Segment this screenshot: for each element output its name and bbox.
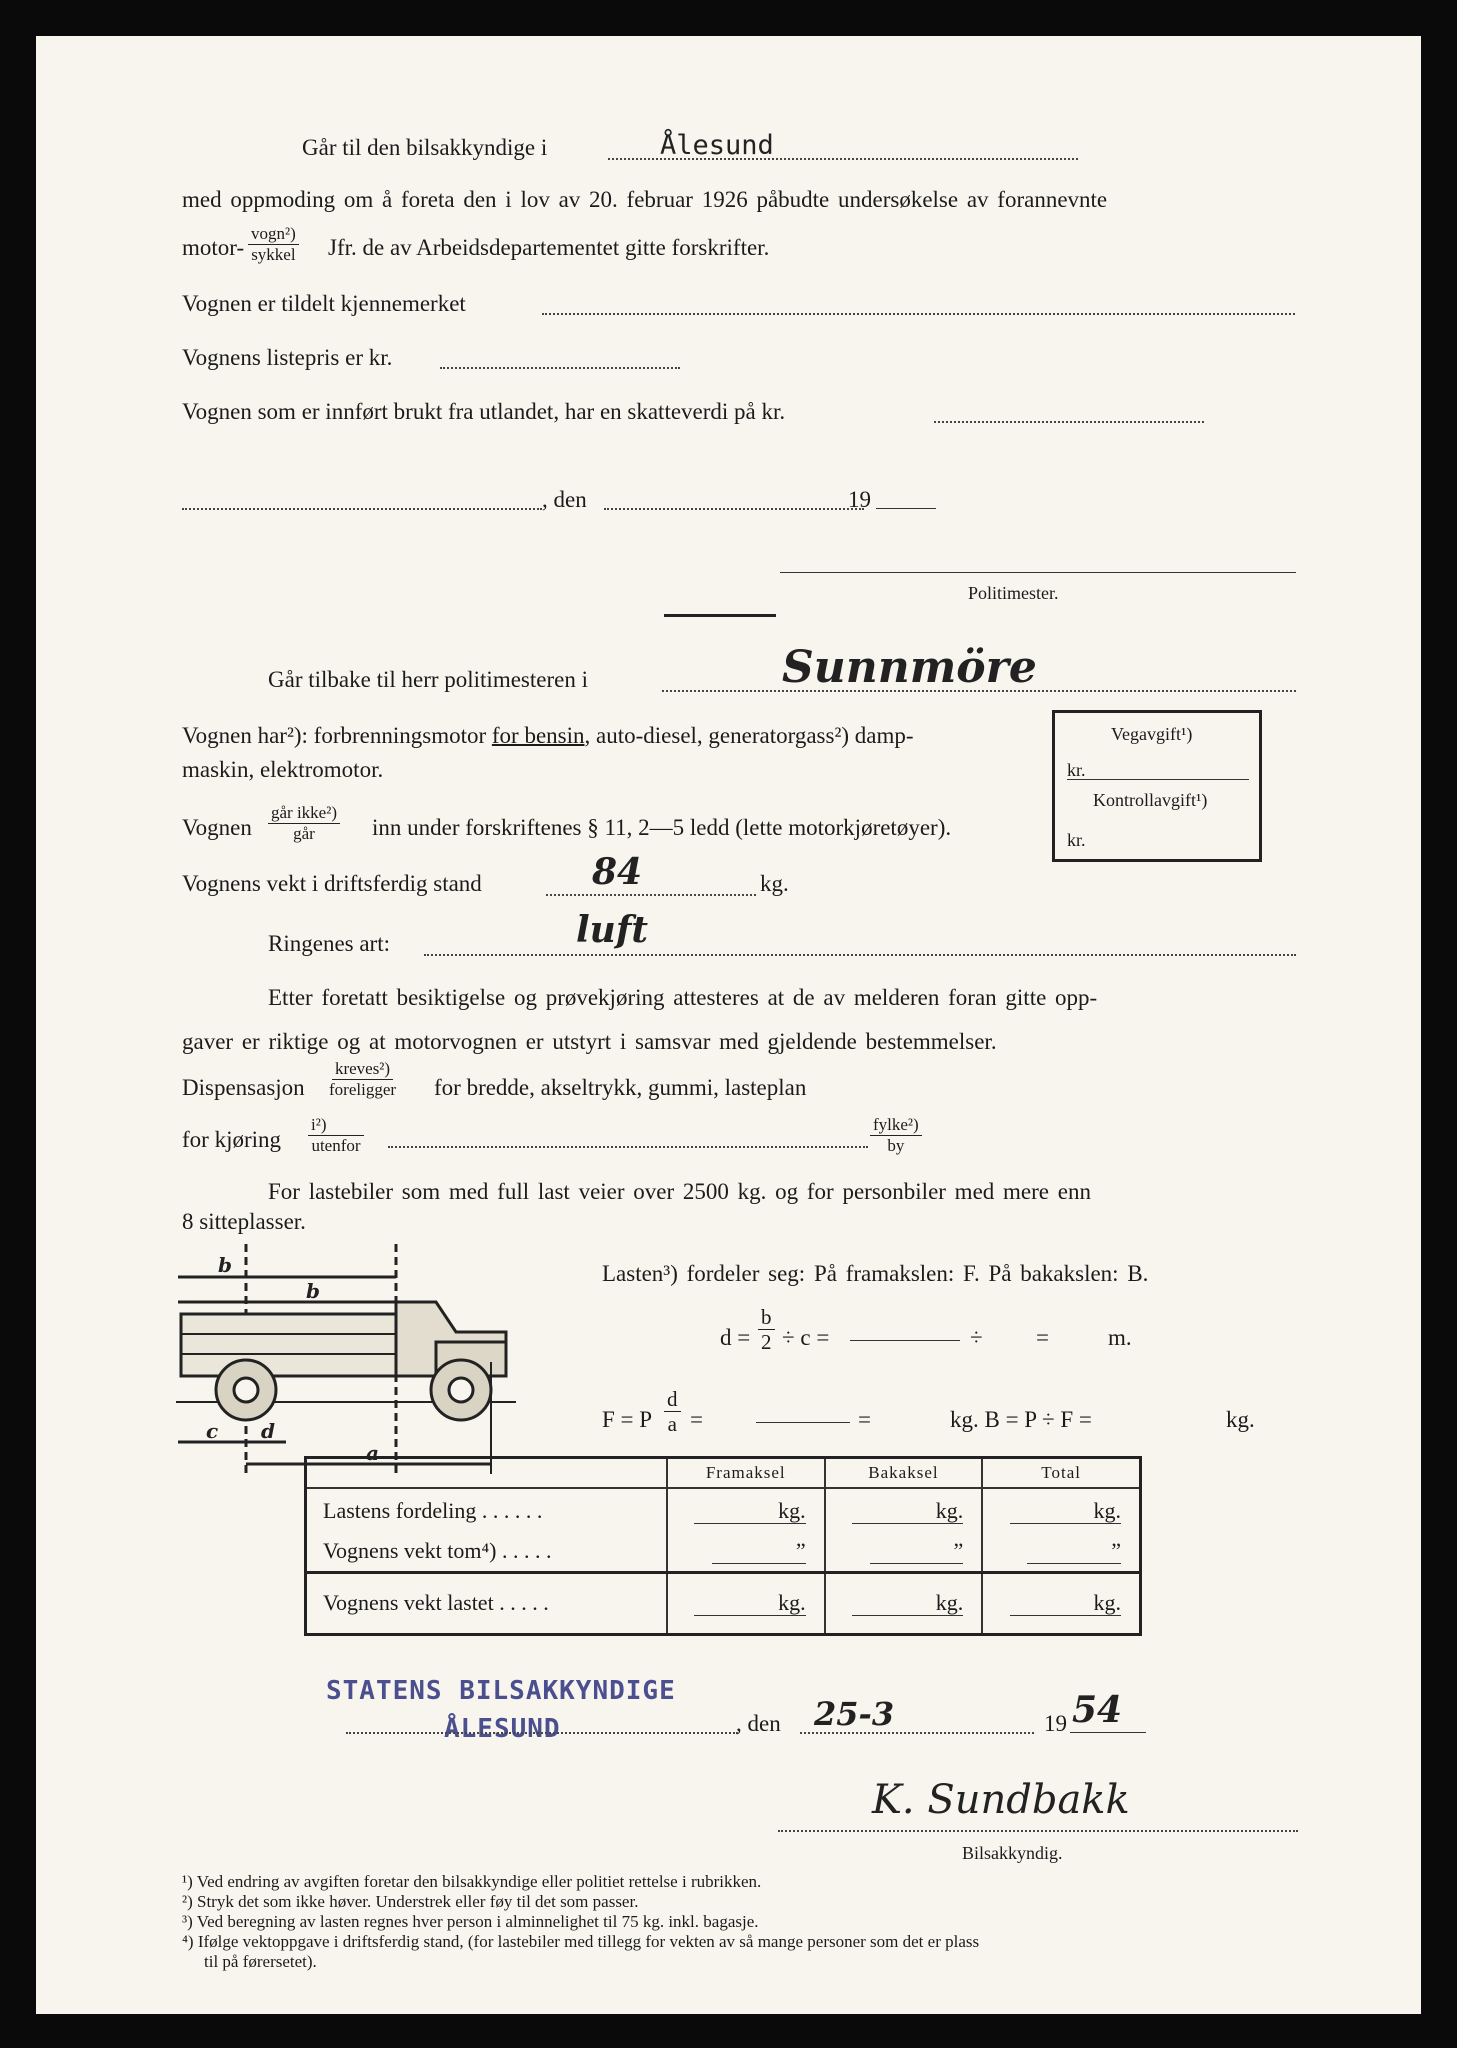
cell-unit: kg.: [694, 1498, 806, 1524]
kjoring-prefix: for kjøring: [182, 1127, 282, 1152]
table-row: [306, 1572, 1141, 1634]
listepris-label: Vognens listepris er kr.: [182, 345, 393, 370]
skatteverdi-label: Vognen som er innført brukt fra utlandet, har en skatteverdi på kr.: [182, 399, 786, 424]
disp-fraction: [326, 1060, 399, 1099]
table-row: [306, 1488, 1141, 1532]
d-over-a: [664, 1388, 681, 1435]
footnote-3: ³) Ved beregning av lasten regnes hver person i alminnelighet til 75 kg. inkl. bagasje.: [182, 1912, 759, 1931]
year-prefix-2: 19: [1044, 1711, 1067, 1736]
d-div: ÷: [970, 1325, 983, 1350]
stamp-line2: ÅLESUND: [444, 1714, 561, 1744]
kjoring-frac-bottom: utenfor: [311, 1135, 361, 1155]
cell-bakaksel[interactable]: [825, 1572, 983, 1634]
year-line-2: [1070, 1732, 1146, 1733]
gaar-fraction: [268, 804, 340, 843]
gaar-frac-top: går ikke²): [268, 804, 340, 824]
vekt-label: Vognens vekt i driftsferdig stand: [182, 871, 482, 896]
den-label-2: , den: [736, 1711, 781, 1736]
kontrollavgift-kr: kr.: [1067, 830, 1086, 850]
weight-distribution-table: [304, 1456, 1142, 1636]
kjoring-field[interactable]: [388, 1146, 868, 1148]
kjennemerke-field[interactable]: [542, 313, 1295, 315]
politimester-location-value[interactable]: Sunnmöre: [782, 642, 1037, 693]
date-value[interactable]: 25-3: [814, 1695, 895, 1733]
disp-frac-top: kreves²): [332, 1060, 393, 1080]
cell-unit: ”: [870, 1538, 964, 1564]
col-bakaksel: Bakaksel: [825, 1458, 983, 1489]
cell-unit: kg.: [852, 1590, 964, 1616]
motor-frac-top: vogn²): [248, 225, 299, 245]
d-unit: m.: [1108, 1325, 1132, 1350]
cell-unit: ”: [1027, 1538, 1121, 1564]
place-line-2: [346, 1732, 738, 1734]
fylke-frac-bottom: by: [887, 1135, 905, 1155]
diagram-label-d: d: [261, 1419, 275, 1443]
f-eq: F = P: [602, 1407, 653, 1432]
vegavgift-kr: kr.: [1067, 760, 1086, 780]
attest-para2: gaver er riktige og at motorvognen er utstyrt i samsvar med gjeldende bestemmelser.: [182, 1029, 997, 1054]
ringenes-value[interactable]: luft: [576, 909, 648, 951]
gaar-frac-bottom: går: [293, 823, 315, 843]
vekt-value[interactable]: 84: [592, 851, 643, 893]
lastebiler-text-1: For lastebiler som med full last veier over 2500 kg. og for personbiler med mere enn: [268, 1179, 1091, 1204]
fylke-fraction: [870, 1116, 922, 1155]
frac-b: b: [758, 1306, 775, 1330]
frac-a: a: [667, 1412, 677, 1437]
bilsakkyndig-signature-line: [778, 1830, 1298, 1832]
cell-total[interactable]: [982, 1572, 1140, 1634]
forskrift-paragraph-text: inn under forskriftenes § 11, 2—5 ledd (lette motorkjøretøyer).: [372, 815, 952, 840]
cell-framaksel[interactable]: [667, 1572, 825, 1634]
cell-bakaksel[interactable]: [825, 1532, 983, 1572]
motor-type-c: , auto-diesel, generatorgass²) damp-: [584, 723, 914, 748]
row-label-text: Vognens vekt lastet: [323, 1590, 494, 1615]
cell-total[interactable]: [982, 1488, 1140, 1532]
disp-frac-bottom: foreligger: [329, 1079, 397, 1099]
table-header-row: [306, 1458, 1141, 1489]
truck-diagram: [176, 1242, 596, 1482]
footnote-4: ⁴) Ifølge vektoppgave i driftsferdig stand, (for lastebiler med tillegg for vekten av så mange personer som det er plass: [182, 1932, 980, 1951]
diagram-label-a: a: [366, 1441, 379, 1465]
motor-fraction: [248, 225, 299, 264]
diagram-cargo-bed: [181, 1314, 396, 1376]
f-eq3: =: [858, 1407, 871, 1432]
d-eq2: =: [1036, 1325, 1049, 1350]
year-prefix-1: 19: [848, 487, 871, 512]
cell-unit: ”: [712, 1538, 806, 1564]
form-page: [36, 36, 1421, 2014]
politimester-signature-line[interactable]: [780, 572, 1296, 573]
bilsakkyndige-label: Går til den bilsakkyndige i: [302, 135, 548, 160]
row-dots: . . . . .: [501, 1538, 552, 1564]
fylke-frac-top: fylke²): [870, 1116, 922, 1136]
politimester-label: Politimester.: [968, 583, 1059, 603]
den-label-1: , den: [542, 487, 587, 512]
vegavgift-label: Vegavgift¹): [1111, 724, 1193, 744]
skatteverdi-field[interactable]: [934, 421, 1204, 423]
fees-box: [1052, 710, 1262, 862]
diagram-label-b: b: [218, 1253, 232, 1277]
motor-type-a: Vognen har²): forbrenningsmotor: [182, 723, 492, 748]
d-field-1[interactable]: [850, 1340, 960, 1341]
b-over-2: [758, 1306, 775, 1353]
cell-total[interactable]: [982, 1532, 1140, 1572]
cell-unit: kg.: [852, 1498, 964, 1524]
ringenes-field-line: [424, 954, 1296, 956]
lastebiler-text-2: 8 sitteplasser.: [182, 1209, 306, 1234]
stamp-line1: STATENS BILSAKKYNDIGE: [326, 1676, 676, 1706]
col-total: Total: [982, 1458, 1140, 1489]
cell-bakaksel[interactable]: [825, 1488, 983, 1532]
diagram-label-c: c: [206, 1419, 219, 1443]
disp-prefix: Dispensasjon: [182, 1075, 305, 1100]
row-label-text: Lastens fordeling: [323, 1497, 477, 1523]
motor-type-line2: maskin, elektromotor.: [182, 757, 384, 782]
disp-suffix: for bredde, akseltrykk, gummi, lasteplan: [434, 1075, 807, 1100]
place-field[interactable]: [182, 508, 542, 510]
kontrollavgift-label: Kontrollavgift¹): [1093, 790, 1208, 810]
date-field-1[interactable]: [604, 508, 864, 510]
frac-d: d: [664, 1388, 681, 1412]
bilsakkyndige-location-value[interactable]: Ålesund: [660, 130, 774, 161]
cell-framaksel[interactable]: [667, 1488, 825, 1532]
f-rest: kg. B = P ÷ F =: [950, 1407, 1092, 1432]
f-eq2: =: [690, 1407, 703, 1432]
motor-frac-bottom: sykkel: [251, 244, 296, 264]
motor-type-bensin: for bensin: [491, 723, 585, 748]
kjoring-frac-top: i²): [308, 1116, 364, 1136]
motor-type-line: [182, 724, 914, 747]
table-row: [306, 1532, 1141, 1572]
kjoring-fraction: [308, 1116, 364, 1155]
bilsakkyndig-signature: K. Sundbakk: [872, 1777, 1130, 1823]
row-label-text: Vognens vekt tom⁴): [323, 1538, 497, 1564]
attest-para1: Etter foretatt besiktigelse og prøvekjøring attesteres at de av melderen foran gitte opp-: [268, 985, 1098, 1010]
year-field-1[interactable]: [876, 508, 936, 509]
row-label: [306, 1488, 667, 1532]
row-label: [306, 1532, 667, 1572]
diagram-front-hub: [449, 1378, 473, 1402]
col-framaksel: Framaksel: [667, 1458, 825, 1489]
kjennemerke-label: Vognen er tildelt kjennemerket: [182, 291, 466, 316]
ringenes-label: Ringenes art:: [268, 931, 390, 956]
bilsakkyndig-label: Bilsakkyndig.: [962, 1843, 1063, 1863]
frac-2: 2: [761, 1330, 772, 1355]
row-label: [306, 1572, 667, 1634]
section-divider: [664, 614, 776, 617]
forskrifter-text: Jfr. de av Arbeidsdepartementet gitte forskrifter.: [328, 235, 770, 260]
cell-unit: kg.: [1010, 1590, 1122, 1616]
footnote-1: ¹) Ved endring av avgiften foretar den bilsakkyndige eller politiet rettelse i rubrikken.: [182, 1872, 762, 1891]
vekt-field-line: [546, 894, 756, 896]
year-value[interactable]: 54: [1072, 1689, 1123, 1731]
cell-unit: kg.: [1010, 1498, 1122, 1524]
d-rest: ÷ c =: [782, 1325, 830, 1350]
cell-unit: kg.: [694, 1590, 806, 1616]
listepris-field[interactable]: [440, 367, 680, 369]
cell-framaksel[interactable]: [667, 1532, 825, 1572]
f-field[interactable]: [756, 1422, 850, 1423]
oppmoding-text: med oppmoding om å foreta den i lov av 20. februar 1926 påbudte undersøkelse av forannevnte: [182, 187, 1108, 212]
f-unit: kg.: [1226, 1407, 1255, 1432]
diagram-rear-hub: [234, 1378, 258, 1402]
vegavgift-field[interactable]: [1067, 779, 1249, 780]
footnote-4-cont: til på førersetet).: [204, 1952, 317, 1971]
vekt-unit: kg.: [760, 871, 789, 896]
row-dots: . . . . .: [499, 1590, 549, 1615]
gaar-prefix: Vognen: [182, 815, 252, 840]
d-eq: d =: [720, 1325, 751, 1350]
lasten-text: Lasten³) fordeler seg: På framakslen: F. På bakakslen: B.: [602, 1261, 1149, 1286]
politimester-return-label: Går tilbake til herr politimesteren i: [268, 667, 588, 692]
motor-prefix: motor-: [182, 235, 245, 260]
diagram-label-b2: b: [306, 1279, 320, 1303]
footnote-2: ²) Stryk det som ikke høver. Understrek eller føy til det som passer.: [182, 1892, 639, 1911]
row-dots: . . . . . .: [481, 1497, 543, 1523]
